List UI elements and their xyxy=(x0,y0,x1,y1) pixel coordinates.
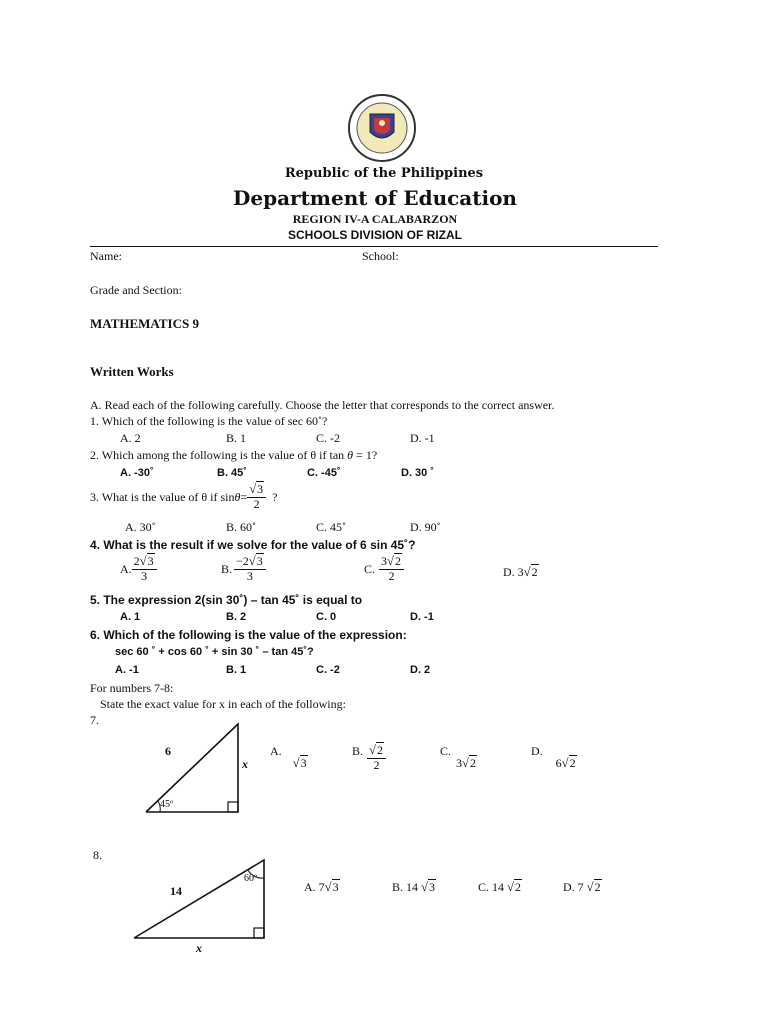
q4-c-label: C. xyxy=(364,561,376,576)
q5-choice-a: A. 1 xyxy=(120,611,141,623)
q4-text: 4. What is the result if we solve for the value of 6 sin 45˚? xyxy=(90,538,416,552)
q3-choice-b: B. 60˚ xyxy=(226,520,256,534)
q7-angle-label: 45º xyxy=(160,799,174,810)
q8-choice-b: B. 14 √3 xyxy=(392,880,435,894)
q8-triangle xyxy=(130,856,270,942)
q4-b-num: −2 xyxy=(236,554,249,568)
q4-choice-b: B. $\frac{-2√3}{3}$ xyxy=(221,555,266,583)
q3-text-main: 3. What is the value of θ if sin xyxy=(90,489,235,504)
q4-b-rad: 3 xyxy=(256,554,263,568)
q4-a-rad: 3 xyxy=(147,554,154,568)
header-rule xyxy=(90,246,658,247)
grade-section-label: Grade and Section: xyxy=(90,283,182,297)
q7-choice-c: C. 3√2 xyxy=(440,744,476,770)
q8-angle-label: 60º xyxy=(244,873,258,884)
q4-d-rad: 2 xyxy=(531,565,538,579)
q7-c-coef: 3 xyxy=(456,756,463,770)
q2-theta: θ xyxy=(347,448,354,462)
q7-b-rad: 2 xyxy=(376,743,383,757)
q1-choice-a: A. 2 xyxy=(120,431,141,445)
q8-b-rad: 3 xyxy=(428,880,435,894)
q3-choice-a: A. 30˚ xyxy=(125,520,156,534)
department-heading: Department of Education xyxy=(233,186,517,210)
q8-choice-d: D. 7 √2 xyxy=(563,880,601,894)
q7-choice-d: D. 6√2 xyxy=(531,744,576,770)
q7-number: 7. xyxy=(90,713,99,727)
q3-eq: = xyxy=(240,489,248,504)
q8-a-label: A. 7 xyxy=(304,880,325,894)
q1-choice-d: D. -1 xyxy=(410,431,435,445)
q6-choice-d: D. 2 xyxy=(410,664,431,676)
q7-d-coef: 6 xyxy=(555,756,562,770)
section-title: Written Works xyxy=(90,364,174,379)
q5-choice-c: C. 0 xyxy=(316,611,337,623)
q7-d-label: D. xyxy=(531,744,543,758)
q6-choice-b: B. 1 xyxy=(226,664,247,676)
q4-a-den: 3 xyxy=(141,568,148,583)
q2-choice-d: D. 30 ˚ xyxy=(401,467,435,479)
q4-d-label: D. 3 xyxy=(503,565,524,579)
q7-c-rad: 2 xyxy=(469,756,476,770)
school-label: School: xyxy=(362,249,399,263)
q3-choice-d: D. 90˚ xyxy=(410,520,441,534)
q7-choice-a: A. √3 xyxy=(270,744,307,770)
q8-d-rad: 2 xyxy=(594,880,601,894)
q3-fraction-num: 3 xyxy=(257,482,264,496)
q6-choice-a: A. -1 xyxy=(115,664,139,676)
q4-c-rad: 2 xyxy=(394,554,401,568)
q1-choice-c: C. -2 xyxy=(316,431,340,445)
q8-hyp-label: 14 xyxy=(170,884,182,898)
numbers-intro: For numbers 7-8: xyxy=(90,681,174,695)
instructions: A. Read each of the following carefully. Choose the letter that corresponds to the correct answer. xyxy=(90,398,555,412)
q7-a-rad: 3 xyxy=(300,756,307,770)
q2-text-tail: = 1? xyxy=(353,448,378,462)
q8-b-label: B. 14 xyxy=(392,880,422,894)
q4-c-num: 3 xyxy=(381,554,388,568)
q3-fraction-den: 2 xyxy=(253,496,260,511)
q8-a-rad: 3 xyxy=(332,880,339,894)
q5-choice-b: B. 2 xyxy=(226,611,247,623)
q8-choice-c: C. 14 √2 xyxy=(478,880,521,894)
q4-choice-c: C. $\frac{3√2}{2}$ xyxy=(364,555,404,583)
q8-d-label: D. 7 xyxy=(563,880,587,894)
q8-c-rad: 2 xyxy=(514,880,521,894)
q7-b-den: 2 xyxy=(373,757,380,772)
q6-choice-c: C. -2 xyxy=(316,664,340,676)
q2-choice-c: C. -45˚ xyxy=(307,467,341,479)
q3-text xyxy=(90,483,277,511)
q4-choice-a: A. $\frac{2√3}{3}$ xyxy=(120,555,157,583)
q4-a-label: A. xyxy=(120,561,132,576)
q8-choice-a: A. 7√3 xyxy=(304,880,339,894)
q7-hyp-label: 6 xyxy=(165,744,171,758)
republic-heading: Republic of the Philippines xyxy=(284,166,484,181)
q8-side-label: x xyxy=(196,941,202,955)
subject-title: MATHEMATICS 9 xyxy=(90,316,199,331)
numbers-instructions: State the exact value for x in each of the following: xyxy=(100,697,346,711)
q7-b-label: B. xyxy=(352,744,364,758)
seal-text xyxy=(0,0,1,1)
q2-text-main: 2. Which among the following is the value of θ if tan xyxy=(90,448,348,462)
q4-choice-d: D. 3√2 xyxy=(503,565,538,579)
q4-c-den: 2 xyxy=(388,568,395,583)
q7-choice-b: B. $\frac{√2}{2}$ xyxy=(352,744,386,772)
q7-d-rad: 2 xyxy=(569,756,576,770)
q7-triangle xyxy=(140,722,250,818)
q2-text xyxy=(90,448,377,463)
q4-a-num: 2 xyxy=(133,554,140,568)
q2-choice-b: B. 45˚ xyxy=(217,467,247,479)
q5-choice-d: D. -1 xyxy=(410,611,434,623)
q4-b-label: B. xyxy=(221,561,233,576)
q8-c-label: C. 14 xyxy=(478,880,508,894)
name-label: Name: xyxy=(90,249,122,263)
deped-seal xyxy=(340,92,424,164)
q7-a-label: A. xyxy=(270,744,282,758)
q7-c-label: C. xyxy=(440,744,452,758)
q1-text: 1. Which of the following is the value of sec 60˚? xyxy=(90,414,328,428)
q3-theta: θ xyxy=(234,489,241,504)
q3-choice-c: C. 45˚ xyxy=(316,520,346,534)
division-heading: SCHOOLS DIVISION OF RIZAL xyxy=(287,228,462,242)
q2-choice-a: A. -30˚ xyxy=(120,467,154,479)
q1-choice-b: B. 1 xyxy=(226,431,247,445)
q8-number: 8. xyxy=(93,848,102,862)
region-heading: REGION IV-A CALABARZON xyxy=(292,212,458,226)
q5-text: 5. The expression 2(sin 30˚) – tan 45˚ is equal to xyxy=(90,593,363,607)
q4-b-den: 3 xyxy=(246,568,253,583)
q3-fraction: $\frac{√3}{2}$ xyxy=(247,483,266,511)
q6-expression: sec 60 ˚ + cos 60 ˚ + sin 30 ˚ – tan 45˚? xyxy=(115,646,314,658)
q3-qmark: ? xyxy=(272,489,278,504)
q6-text: 6. Which of the following is the value of the expression: xyxy=(90,628,407,642)
q7-side-label: x xyxy=(242,757,248,771)
